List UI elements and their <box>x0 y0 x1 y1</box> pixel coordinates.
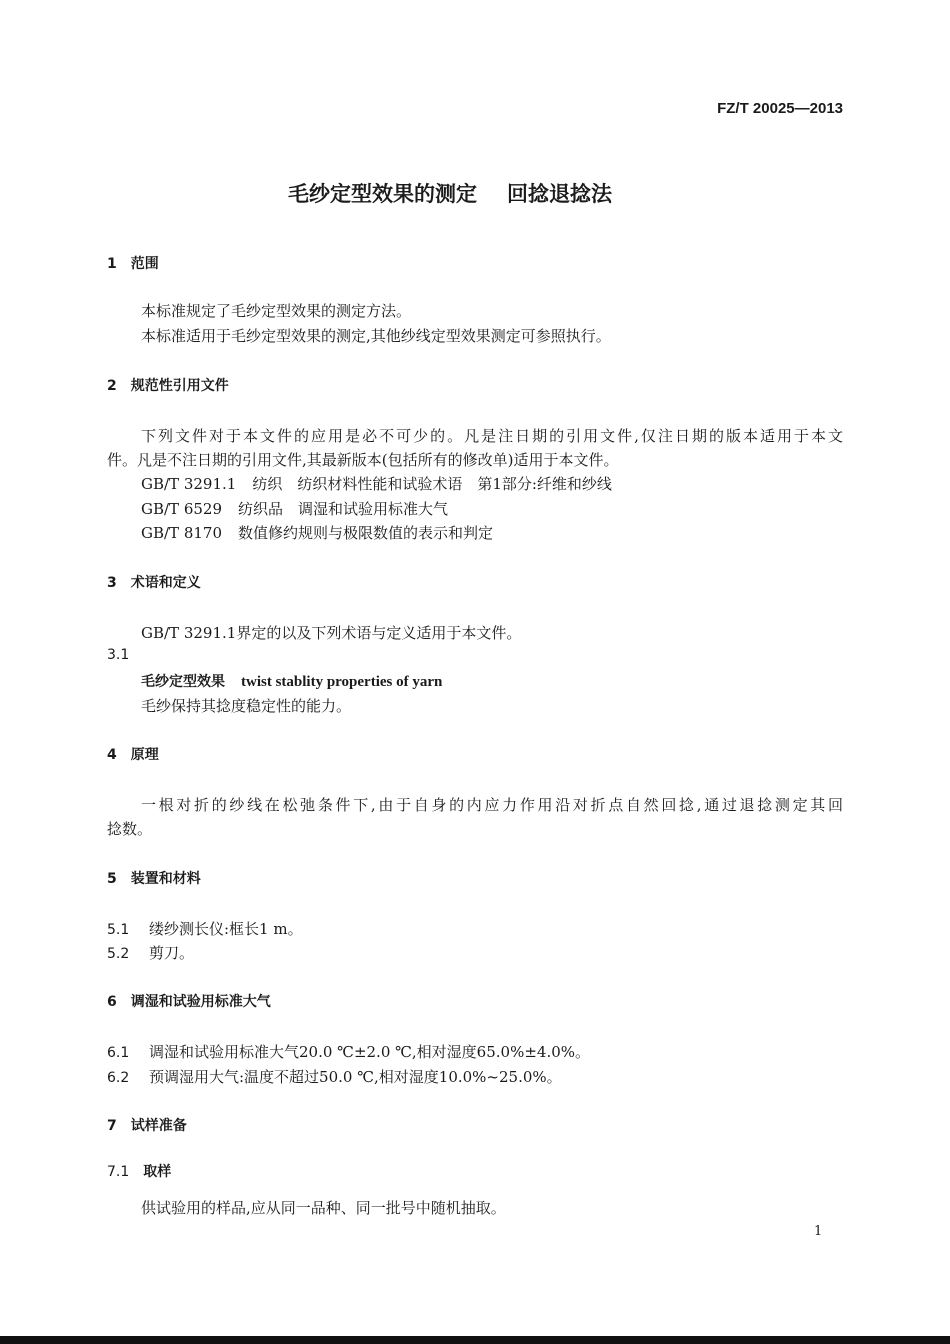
section-title: 试样准备 <box>130 1118 187 1134</box>
subsection-7-1-heading <box>107 1161 171 1181</box>
section-number: 3 <box>107 575 117 591</box>
section-title: 装置和材料 <box>130 871 201 887</box>
term-english: twist stablity properties of yarn <box>241 674 443 690</box>
section-number: 2 <box>107 378 117 394</box>
normative-reference <box>141 498 448 519</box>
term-entry <box>141 671 442 691</box>
section-1-paragraph-2: 本标准适用于毛纱定型效果的测定,其他纱线定型效果测定可参照执行。 <box>141 327 611 345</box>
clause-item <box>107 1041 590 1062</box>
reference-title: 纺织品 调湿和试验用标准大气 <box>238 500 449 518</box>
reference-code: GB/T 6529 <box>141 500 223 518</box>
section-number: 7 <box>107 1118 117 1134</box>
clause-number: 5.1 <box>107 922 130 938</box>
subsection-number: 7.1 <box>107 1164 130 1180</box>
section-title: 原理 <box>130 747 159 763</box>
reference-title: 数值修约规则与极限数值的表示和判定 <box>238 524 494 542</box>
section-1-heading <box>107 253 159 273</box>
reference-code: GB/T 3291.1 <box>141 475 237 493</box>
normative-reference <box>141 473 612 494</box>
page-number: 1 <box>814 1224 823 1239</box>
subsection-title: 取样 <box>143 1164 172 1180</box>
clause-text: 缕纱测长仪:框长1 m。 <box>149 920 303 938</box>
clause-item <box>107 918 303 939</box>
section-title: 规范性引用文件 <box>130 378 229 394</box>
standard-code: FZ/T 20025—2013 <box>717 100 843 117</box>
section-6-heading <box>107 991 271 1011</box>
page-bottom-border <box>0 1336 950 1344</box>
section-title: 术语和定义 <box>130 575 201 591</box>
section-number: 1 <box>107 256 117 272</box>
clause-number: 5.2 <box>107 946 130 962</box>
section-title: 调湿和试验用标准大气 <box>130 994 271 1010</box>
clause-number: 6.2 <box>107 1070 130 1086</box>
term-chinese: 毛纱定型效果 <box>141 674 225 690</box>
term-definition: 毛纱保持其捻度稳定性的能力。 <box>141 697 352 715</box>
section-5-heading <box>107 868 201 888</box>
section-title: 范围 <box>130 256 159 272</box>
section-4-paragraph-line-2: 捻数。 <box>107 820 153 838</box>
section-number: 4 <box>107 747 117 763</box>
clause-item <box>107 1066 562 1087</box>
section-3-heading <box>107 572 201 592</box>
section-number: 5 <box>107 871 117 887</box>
section-2-paragraph-line-2: 件。凡是不注日期的引用文件,其最新版本(包括所有的修改单)适用于本文件。 <box>107 451 619 469</box>
section-4-heading <box>107 744 159 764</box>
normative-reference <box>141 522 493 543</box>
clause-number: 6.1 <box>107 1045 130 1061</box>
reference-title: 纺织 纺织材料性能和试验术语 第1部分:纤维和纱线 <box>252 475 612 493</box>
clause-text: 剪刀。 <box>149 944 195 962</box>
document-title <box>288 178 612 208</box>
title-sub: 回捻退捻法 <box>507 182 612 206</box>
section-1-paragraph-1: 本标准规定了毛纱定型效果的测定方法。 <box>141 302 412 320</box>
section-3-paragraph: GB/T 3291.1界定的以及下列术语与定义适用于本文件。 <box>141 624 522 642</box>
clause-text: 调湿和试验用标准大气20.0 ℃±2.0 ℃,相对湿度65.0%±4.0%。 <box>149 1043 591 1061</box>
section-2-paragraph-line-1: 下列文件对于本文件的应用是必不可少的。凡是注日期的引用文件,仅注日期的版本适用于本文 <box>141 427 843 445</box>
term-number: 3.1 <box>107 647 130 663</box>
title-main: 毛纱定型效果的测定 <box>288 182 477 206</box>
clause-item <box>107 942 194 963</box>
section-2-heading <box>107 375 229 395</box>
reference-code: GB/T 8170 <box>141 524 223 542</box>
section-4-paragraph-line-1: 一根对折的纱线在松弛条件下,由于自身的内应力作用沿对折点自然回捻,通过退捻测定其回 <box>141 796 843 814</box>
section-number: 6 <box>107 994 117 1010</box>
section-7-paragraph: 供试验用的样品,应从同一品种、同一批号中随机抽取。 <box>141 1199 506 1217</box>
section-7-heading <box>107 1115 187 1135</box>
clause-text: 预调湿用大气:温度不超过50.0 ℃,相对湿度10.0%~25.0%。 <box>149 1068 562 1086</box>
